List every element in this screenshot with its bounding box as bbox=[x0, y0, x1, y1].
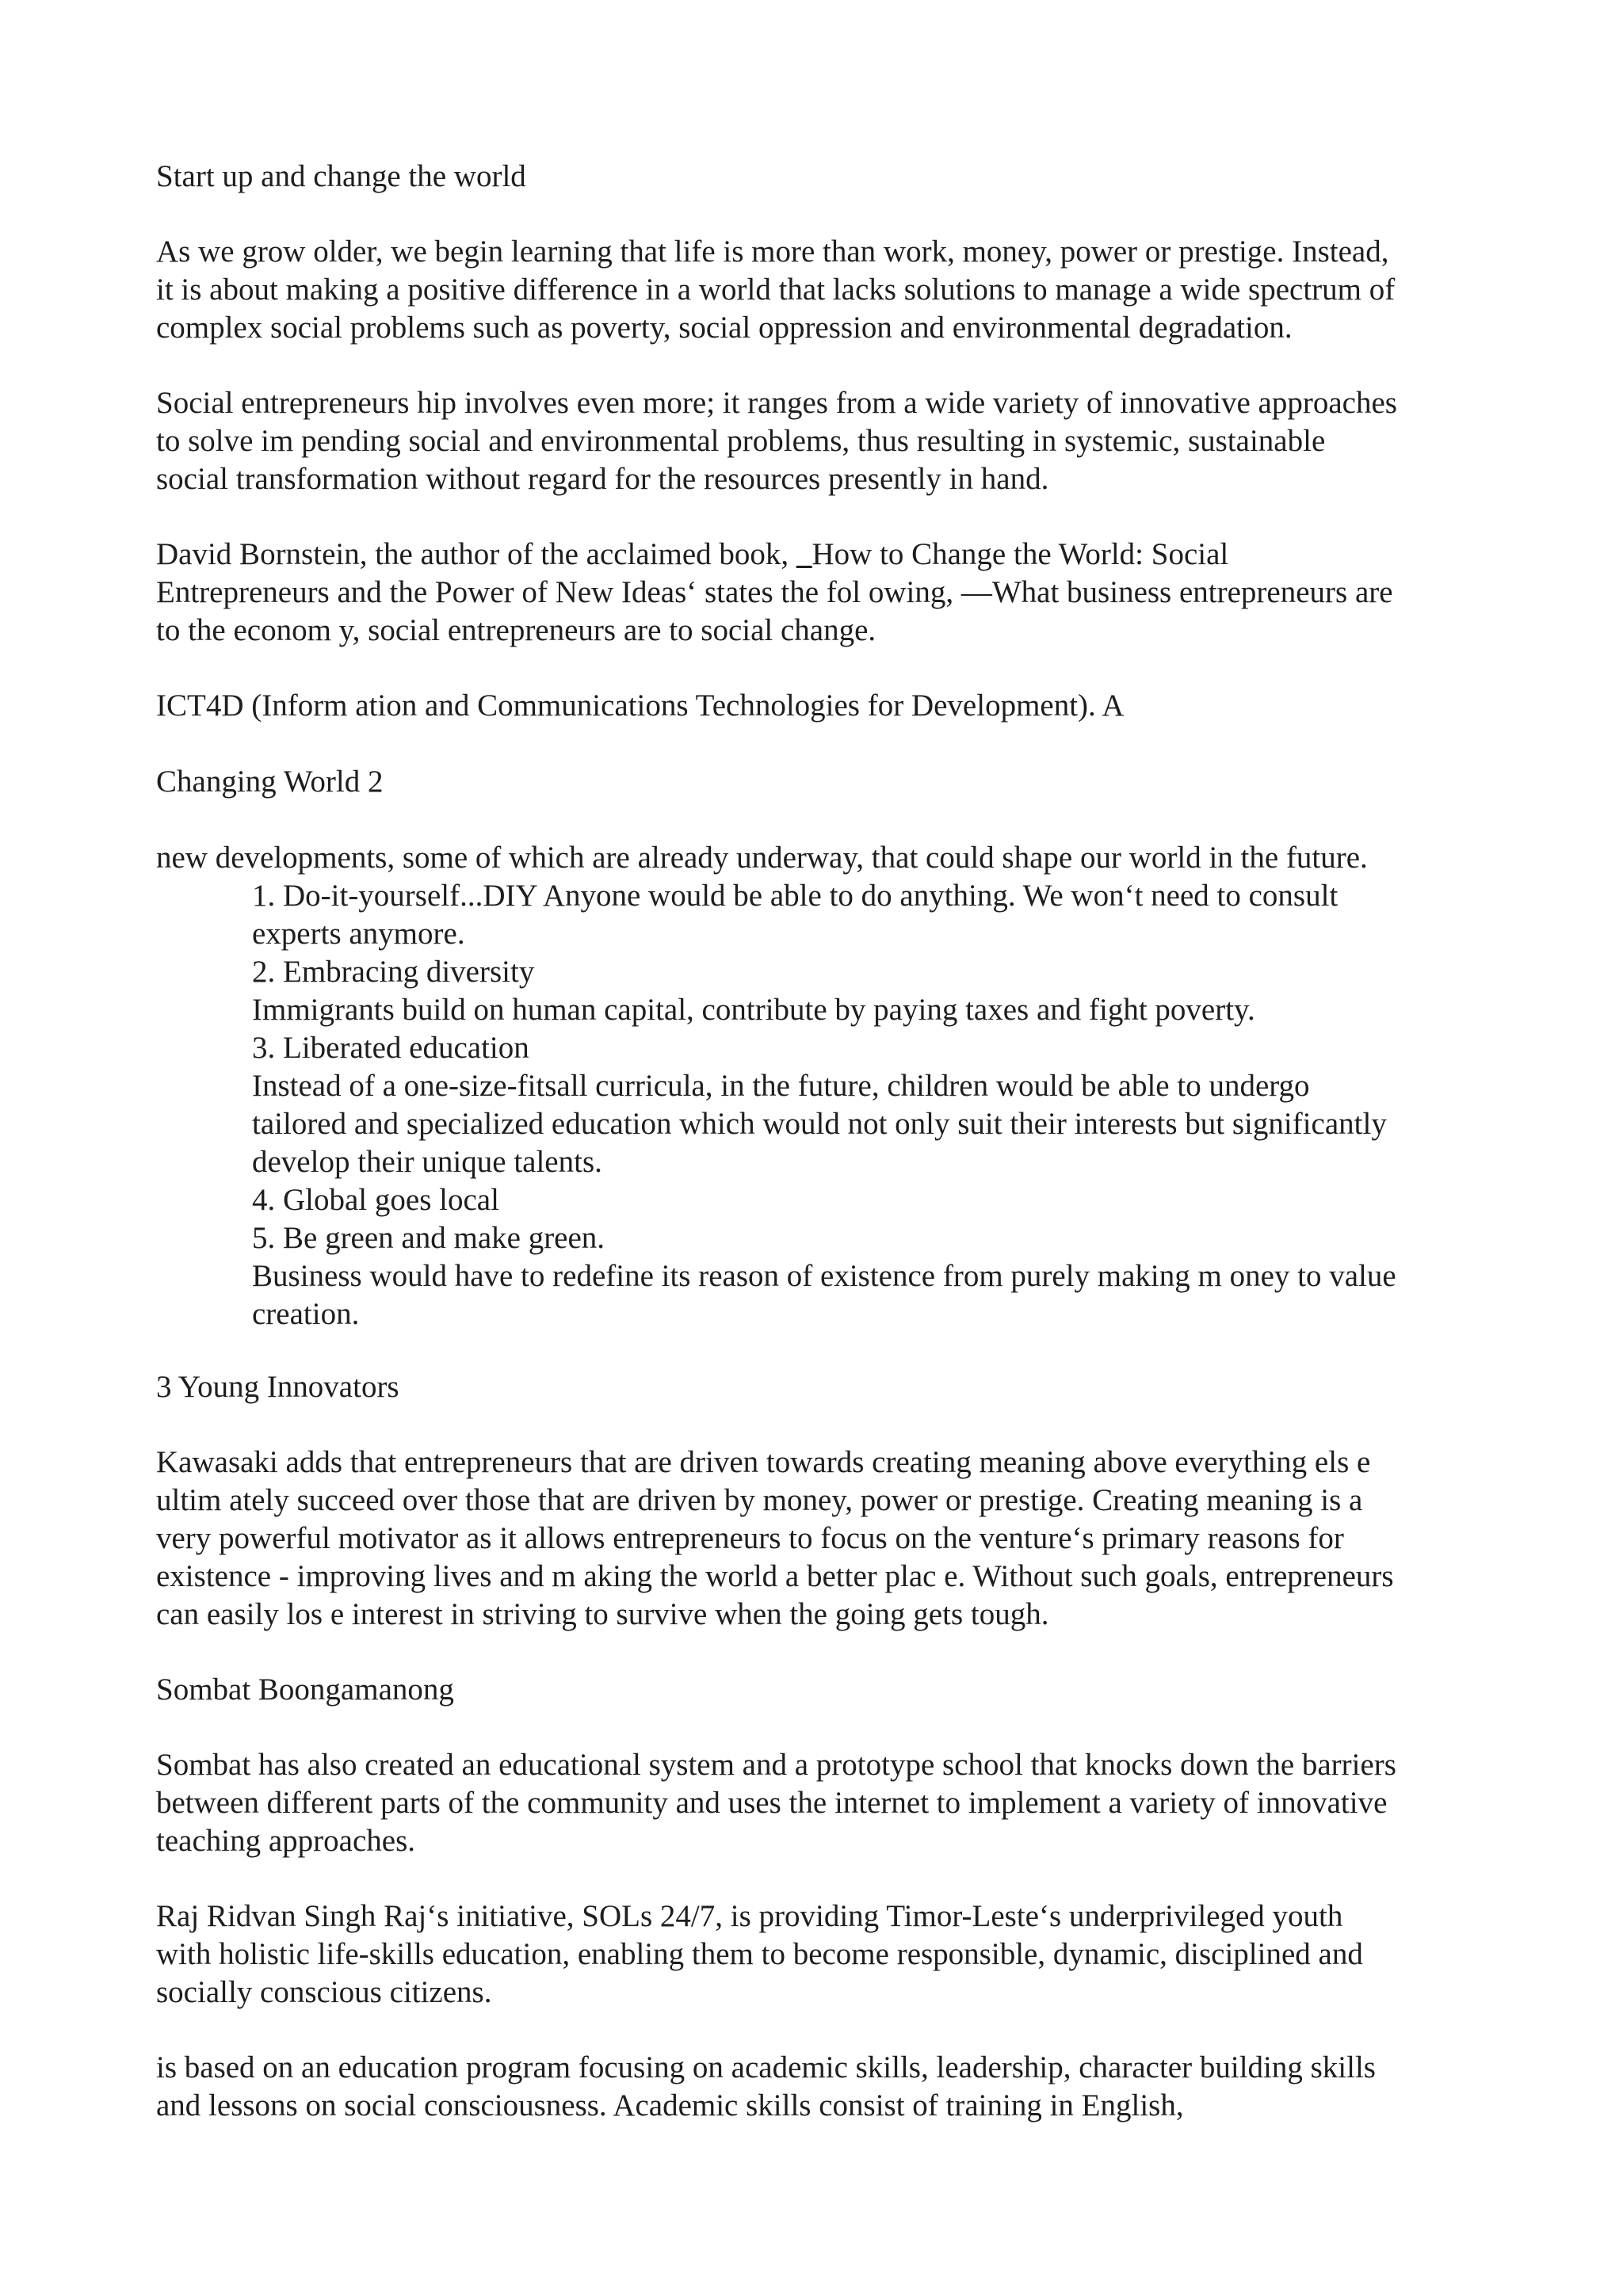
paragraph-education-program bbox=[156, 2049, 1487, 2125]
text-line: Sombat has also created an educational system and a prototype school that knocks down the barriers bbox=[156, 1748, 1396, 1782]
text-line: can easily los e interest in striving to survive when the going gets tough. bbox=[156, 1597, 1049, 1631]
list-item: 1. Do-it-yourself...DIY Anyone would be able to do anything. We won‘t need to consult bbox=[252, 879, 1338, 913]
list-item: 2. Embracing diversity bbox=[252, 955, 535, 989]
text-line: Entrepreneurs and the Power of New Ideas‘ states the fol owing, ―What business entrepreneurs are bbox=[156, 575, 1393, 609]
text-line: Raj Ridvan Singh Raj‘s initiative, SOLs 24/7, is providing Timor-Leste‘s underprivileged youth bbox=[156, 1899, 1343, 1933]
list-item: tailored and specialized education which would not only suit their interests but significantly bbox=[252, 1107, 1387, 1141]
developments-intro bbox=[156, 839, 1487, 877]
quote-mark: _ bbox=[796, 537, 812, 571]
heading-line: Changing World 2 bbox=[156, 765, 384, 799]
list-item: 4. Global goes local bbox=[252, 1183, 499, 1217]
heading-line: 3 Young Innovators bbox=[156, 1370, 399, 1404]
text-line: to solve im pending social and environmental problems, thus resulting in systemic, sustainable bbox=[156, 424, 1326, 458]
text-line: complex social problems such as poverty, social oppression and environmental degradation. bbox=[156, 311, 1293, 345]
text-line: very powerful motivator as it allows entrepreneurs to focus on the venture‘s primary reasons for bbox=[156, 1521, 1344, 1555]
text-line: with holistic life-skills education, enabling them to become responsible, dynamic, disciplined and bbox=[156, 1937, 1363, 1971]
list-item: develop their unique talents. bbox=[252, 1145, 602, 1179]
changing-world-heading bbox=[156, 763, 1487, 801]
list-item: 5. Be green and make green. bbox=[252, 1221, 605, 1255]
document-title bbox=[156, 158, 1487, 196]
text-line: teaching approaches. bbox=[156, 1824, 416, 1858]
paragraph-intro bbox=[156, 233, 1487, 347]
text-line: ICT4D (Inform ation and Communications Technologies for Development). A bbox=[156, 688, 1125, 723]
text-line: Kawasaki adds that entrepreneurs that are driven towards creating meaning above everything els e bbox=[156, 1445, 1371, 1479]
ict4d-line bbox=[156, 687, 1487, 725]
book-title-start: How to Change the World: Social bbox=[812, 537, 1229, 571]
young-innovators-heading bbox=[156, 1368, 1487, 1406]
list-item: experts anymore. bbox=[252, 917, 465, 951]
text-line: As we grow older, we begin learning that life is more than work, money, power or prestige. Instead, bbox=[156, 235, 1389, 269]
developments-list bbox=[252, 877, 1488, 1333]
text-line: is based on an education program focusing on academic skills, leadership, character building skills bbox=[156, 2050, 1376, 2084]
title-line: Start up and change the world bbox=[156, 159, 526, 193]
text-line: between different parts of the community and uses the internet to implement a variety of innovative bbox=[156, 1786, 1388, 1820]
text-line: new developments, some of which are already underway, that could shape our world in the future. bbox=[156, 841, 1368, 875]
list-item: Immigrants build on human capital, contribute by paying taxes and fight poverty. bbox=[252, 993, 1255, 1027]
text-line bbox=[156, 536, 1487, 574]
list-item: Instead of a one-size-fitsall curricula, in the future, children would be able to undergo bbox=[252, 1069, 1310, 1103]
text-line: and lessons on social consciousness. Academic skills consist of training in English, bbox=[156, 2088, 1184, 2122]
list-item: 3. Liberated education bbox=[252, 1031, 529, 1065]
text-line: existence - improving lives and m aking the world a better plac e. Without such goals, entrepreneurs bbox=[156, 1559, 1394, 1593]
heading-line: Sombat Boongamanong bbox=[156, 1672, 454, 1707]
text-line: social transformation without regard for the resources presently in hand. bbox=[156, 462, 1049, 496]
paragraph-social-entrepreneurship bbox=[156, 384, 1487, 498]
list-item: Business would have to redefine its reason of existence from purely making m oney to value bbox=[252, 1259, 1396, 1293]
text-line: ultim ately succeed over those that are driven by money, power or prestige. Creating meaning is a bbox=[156, 1483, 1363, 1517]
bornstein-prefix: David Bornstein, the author of the acclaimed book, bbox=[156, 537, 796, 571]
paragraph-kawasaki bbox=[156, 1444, 1487, 1634]
text-line: it is about making a positive difference in a world that lacks solutions to manage a wide spectrum of bbox=[156, 273, 1396, 307]
sombat-heading bbox=[156, 1671, 1487, 1709]
text-line: to the econom y, social entrepreneurs are to social change. bbox=[156, 613, 876, 647]
paragraph-sombat bbox=[156, 1746, 1487, 1860]
paragraph-bornstein bbox=[156, 536, 1487, 650]
text-line: socially conscious citizens. bbox=[156, 1975, 492, 2009]
text-line: Social entrepreneurs hip involves even more; it ranges from a wide variety of innovative approaches bbox=[156, 386, 1397, 420]
paragraph-raj bbox=[156, 1897, 1487, 2012]
list-item: creation. bbox=[252, 1297, 360, 1331]
